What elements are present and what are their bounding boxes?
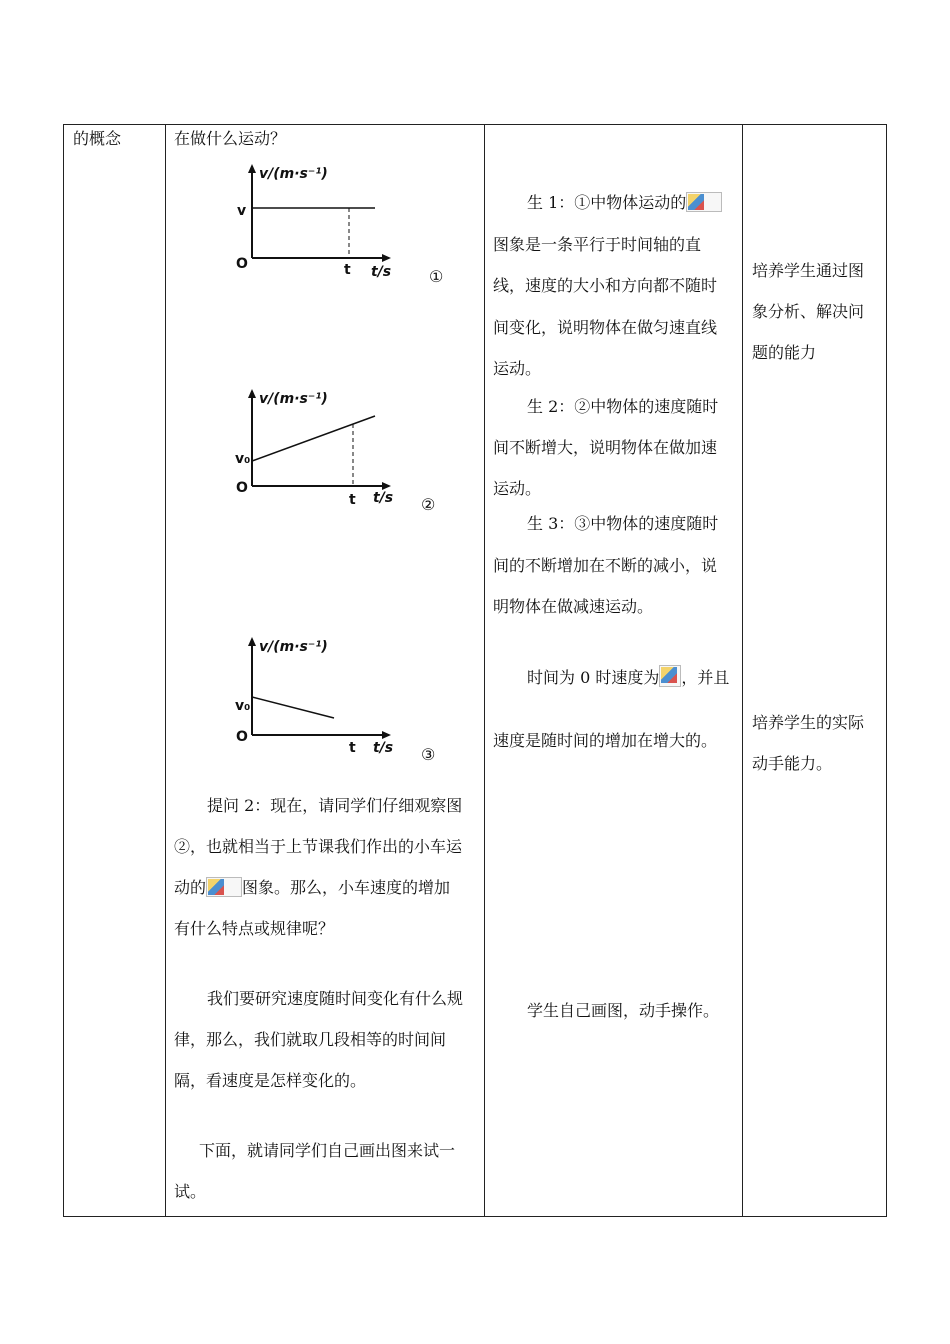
question2-line3: 动的 图象。那么，小车速度的增加 (174, 878, 451, 897)
marker-3: ③ (421, 745, 436, 764)
t0-line2: 速度是随时间的增加在增大的。 (493, 731, 718, 750)
student3-line3: 明物体在做减速运动。 (493, 597, 654, 616)
student3-line2: 间的不断增加在不断的减小，说 (493, 556, 718, 575)
teacher-column (165, 125, 484, 1216)
y-axis-arrow (248, 164, 256, 173)
lesson-table (63, 124, 887, 1217)
t-label: t (349, 740, 356, 756)
aim1-line2: 象分析、解决问 (752, 302, 865, 321)
y-axis-arrow (248, 389, 256, 398)
draw-instruction: 学生自己画图，动手操作。 (527, 1001, 720, 1020)
x-axis-label: t/s (373, 740, 394, 756)
question2-line1: 提问 2：现在，请同学们仔细观察图 (207, 796, 463, 815)
student1-line3: 线，速度的大小和方向都不随时 (493, 276, 718, 295)
concept-label: 的概念 (73, 129, 122, 148)
aim-column (743, 125, 887, 1216)
marker-1: ① (429, 267, 444, 286)
v0-label: v₀ (235, 451, 251, 467)
vt-graph-3 (231, 634, 411, 759)
student2-line3: 运动。 (493, 479, 542, 498)
v0-label: v₀ (235, 698, 251, 714)
paragraph2-line2: 律，那么，我们就取几段相等的时间间 (174, 1030, 447, 1049)
t-label: t (344, 262, 351, 278)
formula-image-icon (686, 192, 722, 212)
student1-line4: 间变化，说明物体在做匀速直线 (493, 318, 718, 337)
student1-line1: 生 1：①中物体运动的 (527, 182, 722, 223)
vt-graph-2 (231, 386, 411, 511)
origin-label: O (236, 480, 248, 496)
v-label: v (237, 203, 247, 219)
x-axis-label: t/s (371, 264, 392, 280)
origin-label: O (236, 256, 248, 272)
x-axis-arrow (382, 254, 391, 262)
student2-line1: 生 2：②中物体的速度随时 (527, 397, 719, 416)
y-axis-arrow (248, 637, 256, 646)
paragraph2-line3: 隔，看速度是怎样变化的。 (174, 1071, 367, 1090)
question2-line4: 有什么特点或规律呢？ (174, 919, 335, 938)
formula-image-icon (659, 665, 681, 687)
vt-graph-1 (231, 161, 411, 286)
marker-2: ② (421, 495, 436, 514)
t-label: t (349, 492, 356, 508)
velocity-line (252, 416, 375, 461)
question-head: 在做什么运动？ (174, 129, 287, 148)
origin-label: O (236, 729, 248, 745)
question2-line2: ②，也就相当于上节课我们作出的小车运 (174, 837, 463, 856)
student1-line5: 运动。 (493, 359, 542, 378)
x-axis-arrow (382, 482, 391, 490)
y-axis-label: v/(m·s⁻¹) (259, 166, 328, 182)
concept-column (64, 125, 164, 1216)
aim1-line3: 题的能力 (752, 343, 817, 362)
paragraph3-line1: 下面，就请同学们自己画出图来试一 (199, 1141, 456, 1160)
paragraph2-line1: 我们要研究速度随时间变化有什么规 (207, 989, 464, 1008)
aim1-line1: 培养学生通过图 (752, 261, 865, 280)
aim2-line1: 培养学生的实际 (752, 713, 865, 732)
y-axis-label: v/(m·s⁻¹) (259, 391, 328, 407)
y-axis-label: v/(m·s⁻¹) (259, 639, 328, 655)
formula-image-icon (206, 877, 242, 897)
paragraph3-line2: 试。 (174, 1182, 207, 1201)
x-axis-label: t/s (373, 490, 394, 506)
t0-line1: 时间为 0 时速度为 ，并且 (527, 657, 729, 698)
student1-line2: 图象是一条平行于时间轴的直 (493, 235, 702, 254)
aim2-line2: 动手能力。 (752, 754, 833, 773)
student3-line1: 生 3：③中物体的速度随时 (527, 514, 719, 533)
student2-line2: 间不断增大，说明物体在做加速 (493, 438, 718, 457)
x-axis-arrow (382, 731, 391, 739)
student-column (485, 125, 742, 1216)
velocity-line (252, 697, 334, 718)
